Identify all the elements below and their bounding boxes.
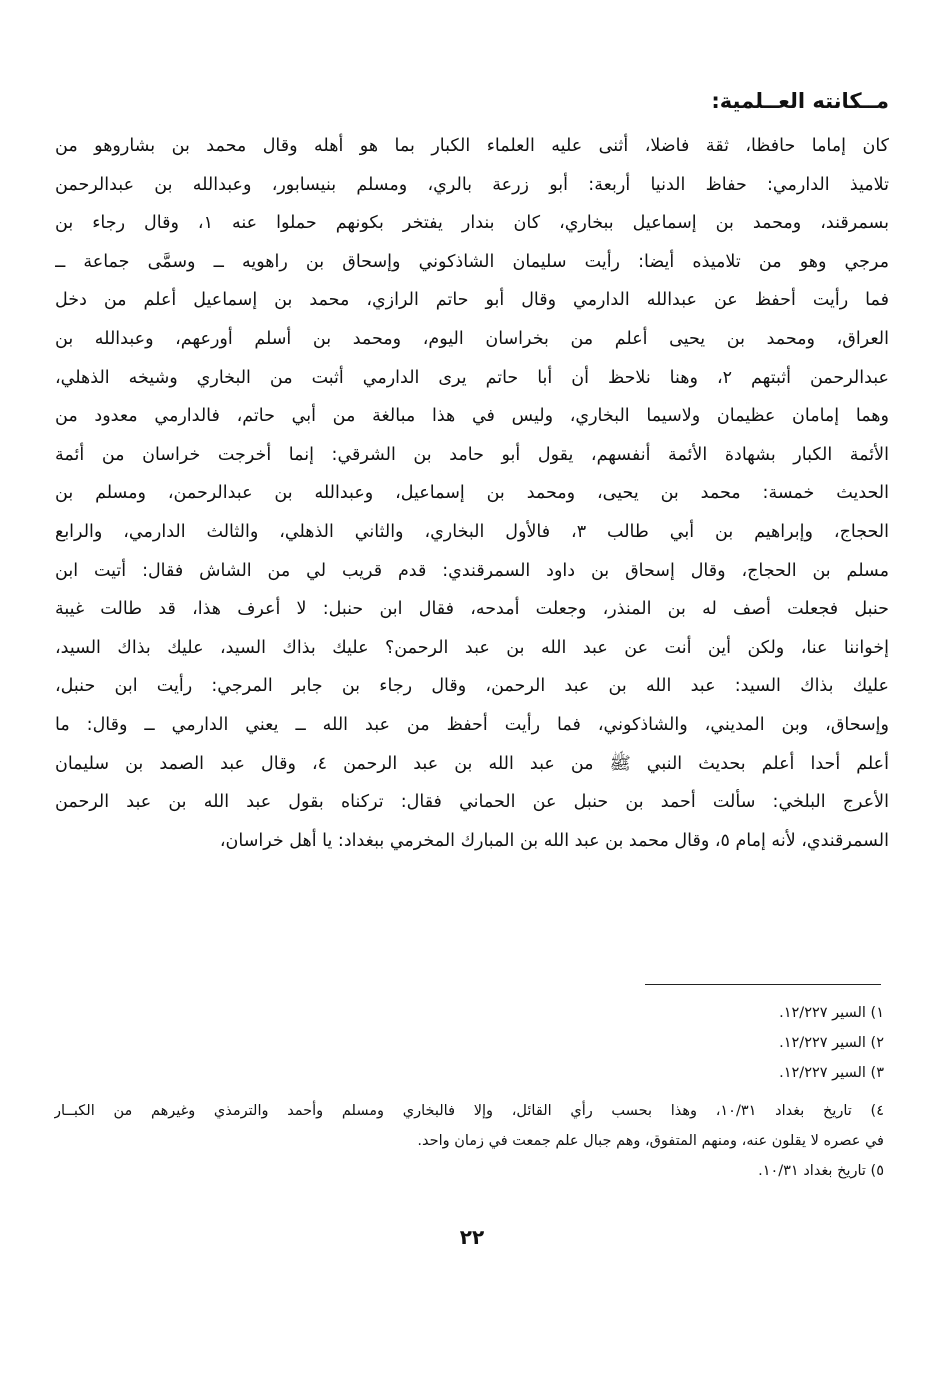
footnote-2: ٢) السير ١٢/٢٢٧. bbox=[779, 1035, 884, 1051]
footnote-5: ٥) تاريخ بغداد ١٠/٣١. bbox=[758, 1163, 884, 1179]
body-line: الأئمة الكبار بشهادة الأئمة أنفسهم، يقول أبو حامد بن الشرقي: إنما أخرجت خراسان من أئمة bbox=[55, 444, 889, 465]
body-line: عبدالرحمن أثبتهم ٢، وهنا نلاحظ أن أبا حاتم يرى الدارمي أثبت من البخاري وشيخه الذهلي، bbox=[55, 367, 889, 388]
body-line: الأعرج البلخي: سألت أحمد بن حنبل عن الحماني فقال: تركناه بقول عبد الله بن عبد الرحمن bbox=[55, 792, 889, 813]
body-line: العراق، ومحمد بن يحيى أعلم من بخراسان اليوم، ومحمد بن أسلم أورعهم، وعبدالله بن bbox=[55, 328, 889, 349]
body-line: وهما إمامان عظيمان ولاسيما البخاري، وليس في هذا مبالغة من أبي حاتم، فالدارمي معدود من bbox=[55, 406, 889, 427]
footnote-1: ١) السير ١٢/٢٢٧. bbox=[779, 1005, 884, 1021]
body-line: بسمرقند، ومحمد بن إسماعيل ببخاري، كان بندار يفتخر بكونهم حملوا عنه ١، وقال رجاء بن bbox=[55, 213, 889, 234]
body-paragraph bbox=[55, 127, 889, 860]
body-line: عليك بذاك السيد: عبد الله بن عبد الرحمن، وقال رجاء بن جابر المرجي: رأيت ابن حنبل، bbox=[55, 676, 889, 697]
page-number: ٢٢ bbox=[459, 1225, 485, 1249]
body-line: وإسحاق، وبن المديني، والشاذكوني، فما رأيت أحفظ من عبد الله ــ يعني الدارمي ــ وقال: ما bbox=[55, 714, 889, 735]
body-line: حنبل فجعلت أصف له بن المنذر، وجعلت أمدحه، فقال ابن حنبل: لا أعرف هذا، قد طالت غيبة bbox=[55, 599, 889, 620]
body-line: الحجاج، وإبراهيم بن أبي طالب ٣، فالأول البخاري، والثاني الذهلي، والثالث الدارمي، والرابع bbox=[55, 521, 889, 542]
body-line: السمرقندي، لأنه إمام ٥، وقال محمد بن عبد الله بن المبارك المخرمي ببغداد: يا أهل خراسان، bbox=[219, 830, 889, 851]
footnote-3: ٣) السير ١٢/٢٢٧. bbox=[779, 1065, 884, 1081]
footnotes bbox=[54, 998, 884, 1186]
section-heading: مــكانته العــلمية: bbox=[711, 89, 889, 113]
body-line: مرجي وهو من تلاميذه أيضا: رأيت سليمان الشاذكوني وإسحاق بن راهويه ــ وسمَّى جماعة ــ bbox=[55, 251, 889, 272]
body-line: مسلم بن الحجاج، وقال إسحاق بن داود السمرقندي: قدم قريب لي من الشاش فقال: أتيت ابن bbox=[55, 560, 889, 581]
footnote-separator bbox=[645, 984, 881, 985]
body-line: الحديث خمسة: محمد بن يحيى، ومحمد بن إسماعيل، وعبدالله بن عبدالرحمن، ومسلم بن bbox=[55, 483, 889, 504]
body-line: كان إماما حافظا، ثقة فاضلا، أثنى عليه العلماء الكبار بما هو أهله وقال محمد بن بشاروهو من bbox=[55, 136, 889, 156]
body-line: فما رأيت أحفظ عن عبدالله الدارمي وقال أبو حاتم الرازي، محمد بن إسماعيل أعلم من دخل bbox=[55, 290, 889, 311]
body-line: إخواننا عنا، ولكن أين أنت عن عبد الله بن عبد الرحمن؟ عليك بذاك السيد، عليك بذاك السيد، bbox=[55, 637, 889, 658]
footnote-4-continued: في عصره لا يقلون عنه، ومنهم المتفوق، وهم جبال علم جمعت في زمان واحد. bbox=[417, 1133, 884, 1149]
body-line: تلاميذ الدارمي: حفاظ الدنيا أربعة: أبو زرعة بالري، ومسلم بنيسابور، وعبدالله بن عبدالرحمن bbox=[55, 174, 889, 195]
footnote-4: ٤) تاريخ بغداد ١٠/٣١، وهذا بحسب رأي القائل، وإلا فالبخاري ومسلم وأحمد والترمذي وغيرهم من الكبــار bbox=[54, 1103, 884, 1119]
body-line: أعلم أحدا أعلم بحديث النبي ﷺ من عبد الله بن عبد الرحمن ٤، وقال عبد الصمد بن سليمان bbox=[55, 753, 889, 774]
